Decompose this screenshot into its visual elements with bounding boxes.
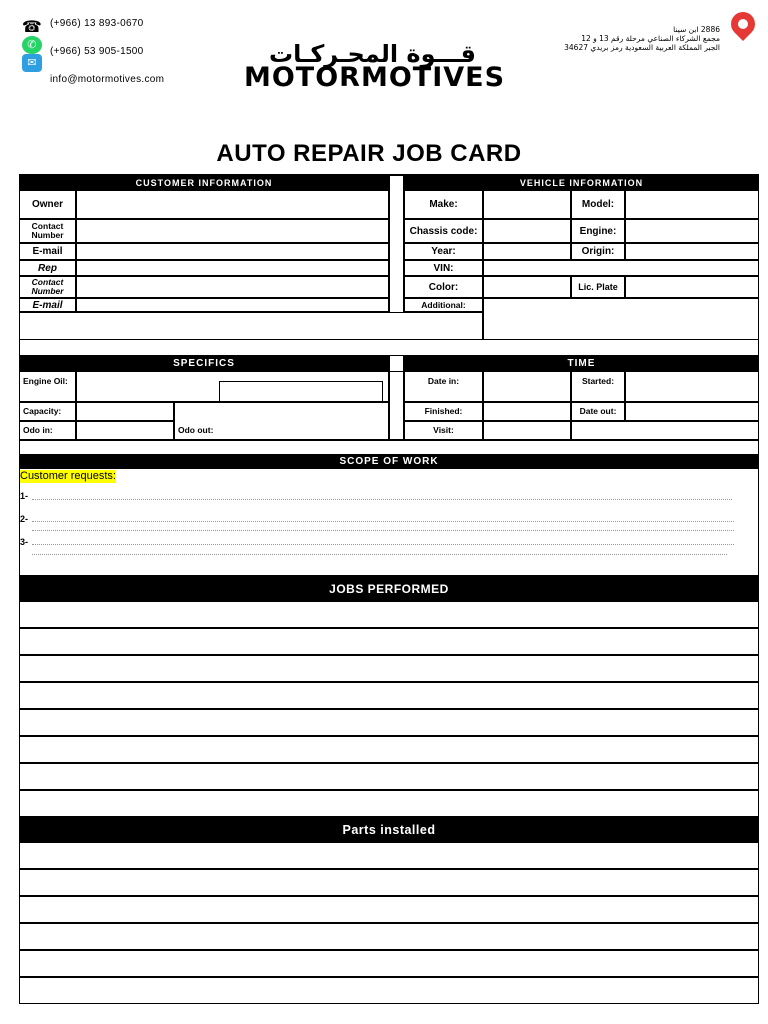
model-field[interactable] bbox=[625, 190, 759, 219]
odo-in-label: Odo in: bbox=[23, 425, 53, 435]
time-heading: TIME bbox=[404, 355, 759, 371]
request-1-number: 1- bbox=[20, 491, 29, 501]
email-icon: ✉ bbox=[22, 54, 42, 72]
origin-label: Origin: bbox=[581, 246, 615, 257]
part-row[interactable] bbox=[19, 869, 759, 896]
visit-label: Visit: bbox=[433, 425, 454, 435]
chassis-field[interactable] bbox=[483, 219, 571, 243]
job-row[interactable] bbox=[19, 628, 759, 655]
location-pin-icon bbox=[726, 7, 760, 41]
part-row[interactable] bbox=[19, 977, 759, 1004]
engine-oil-box[interactable] bbox=[219, 381, 383, 402]
additional-field[interactable] bbox=[483, 298, 759, 340]
request-1-line[interactable] bbox=[32, 499, 732, 500]
parts-installed-heading: Parts installed bbox=[19, 816, 759, 843]
request-3-line[interactable] bbox=[32, 544, 734, 545]
year-label: Year: bbox=[431, 246, 456, 257]
finished-field[interactable] bbox=[483, 402, 571, 421]
rep-label: Rep bbox=[38, 262, 57, 274]
color-field[interactable] bbox=[483, 276, 571, 298]
notes-field[interactable] bbox=[19, 312, 483, 340]
email-label: E-mail bbox=[32, 246, 63, 257]
job-row[interactable] bbox=[19, 601, 759, 628]
rep-field[interactable] bbox=[76, 260, 389, 276]
request-3-number: 3- bbox=[20, 537, 29, 547]
plate-field[interactable] bbox=[625, 276, 759, 298]
vehicle-info-heading: VEHICLE INFORMATION bbox=[404, 175, 759, 190]
request-2-line-b[interactable] bbox=[32, 530, 734, 531]
phone-number-2: (+966) 53 905-1500 bbox=[50, 46, 144, 57]
visit-extra-field[interactable] bbox=[571, 421, 759, 440]
logo-arabic: قـــوة المحـركـات bbox=[269, 40, 476, 68]
column-divider bbox=[389, 175, 404, 313]
plate-label: Lic. Plate bbox=[578, 281, 618, 292]
odo-in-field[interactable] bbox=[76, 421, 174, 440]
chassis-label: Chassis code: bbox=[409, 225, 478, 237]
model-label: Model: bbox=[581, 199, 615, 210]
vin-field[interactable] bbox=[483, 260, 759, 276]
job-row[interactable] bbox=[19, 709, 759, 736]
job-row[interactable] bbox=[19, 790, 759, 817]
email-field[interactable] bbox=[76, 243, 389, 260]
capacity-field[interactable] bbox=[76, 402, 174, 421]
part-row[interactable] bbox=[19, 842, 759, 869]
phone-number-1: (+966) 13 893-0670 bbox=[50, 18, 144, 29]
date-in-field[interactable] bbox=[483, 371, 571, 402]
request-2-line[interactable] bbox=[32, 521, 734, 522]
vin-label: VIN: bbox=[433, 262, 454, 274]
job-row[interactable] bbox=[19, 736, 759, 763]
owner-label: Owner bbox=[31, 199, 64, 210]
finished-label: Finished: bbox=[424, 406, 463, 416]
owner-field[interactable] bbox=[76, 190, 389, 219]
origin-field[interactable] bbox=[625, 243, 759, 260]
make-field[interactable] bbox=[483, 190, 571, 219]
email-address: info@motormotives.com bbox=[50, 74, 165, 85]
engine-field[interactable] bbox=[625, 219, 759, 243]
date-out-label: Date out: bbox=[579, 406, 617, 416]
customer-requests-label: Customer requests: bbox=[20, 470, 116, 482]
request-3-line-b[interactable] bbox=[32, 554, 727, 555]
customer-info-heading: CUSTOMER INFORMATION bbox=[19, 175, 389, 190]
address bbox=[550, 25, 720, 52]
make-label: Make: bbox=[429, 199, 458, 210]
job-row[interactable] bbox=[19, 763, 759, 790]
address-line-2: مجمع الشركاء الصناعي مرحلة رقم 13 و 12 bbox=[581, 34, 720, 43]
visit-field[interactable] bbox=[483, 421, 571, 440]
scope-heading: SCOPE OF WORK bbox=[19, 454, 759, 469]
request-2-number: 2- bbox=[20, 514, 29, 524]
engine-oil-label: Engine Oil: bbox=[23, 376, 68, 386]
rep-email-field[interactable] bbox=[76, 298, 389, 312]
date-in-label: Date in: bbox=[427, 376, 460, 386]
part-row[interactable] bbox=[19, 950, 759, 977]
address-line-1: 2886 ابن سينا bbox=[673, 25, 720, 34]
contact-number-field[interactable] bbox=[76, 219, 389, 243]
whatsapp-icon: ✆ bbox=[22, 36, 42, 54]
contact-number-label: Contact Number bbox=[31, 221, 64, 240]
address-line-3: الجبر المملكة العربية السعودية رمز بريدي 34627 bbox=[564, 43, 720, 52]
additional-label: Additional: bbox=[421, 299, 466, 310]
capacity-label: Capacity: bbox=[23, 406, 62, 416]
rep-email-label: E-mail bbox=[32, 299, 63, 311]
part-row[interactable] bbox=[19, 923, 759, 950]
logo-english: MOTORMOTIVES bbox=[243, 62, 506, 93]
part-row[interactable] bbox=[19, 896, 759, 923]
phone-icon: ☎ bbox=[21, 18, 43, 36]
engine-label: Engine: bbox=[579, 225, 617, 237]
year-field[interactable] bbox=[483, 243, 571, 260]
page-title: AUTO REPAIR JOB CARD bbox=[216, 140, 522, 167]
started-field[interactable] bbox=[625, 371, 759, 402]
rep-contact-label: Contact Number bbox=[31, 277, 64, 296]
specifics-heading: SPECIFICS bbox=[19, 355, 389, 371]
date-out-field[interactable] bbox=[625, 402, 759, 421]
color-label: Color: bbox=[428, 281, 459, 293]
jobs-performed-heading: JOBS PERFORMED bbox=[19, 575, 759, 602]
job-row[interactable] bbox=[19, 655, 759, 682]
started-label: Started: bbox=[581, 376, 615, 386]
odo-out-label: Odo out: bbox=[178, 425, 214, 435]
rep-contact-field[interactable] bbox=[76, 276, 389, 298]
job-row[interactable] bbox=[19, 682, 759, 709]
